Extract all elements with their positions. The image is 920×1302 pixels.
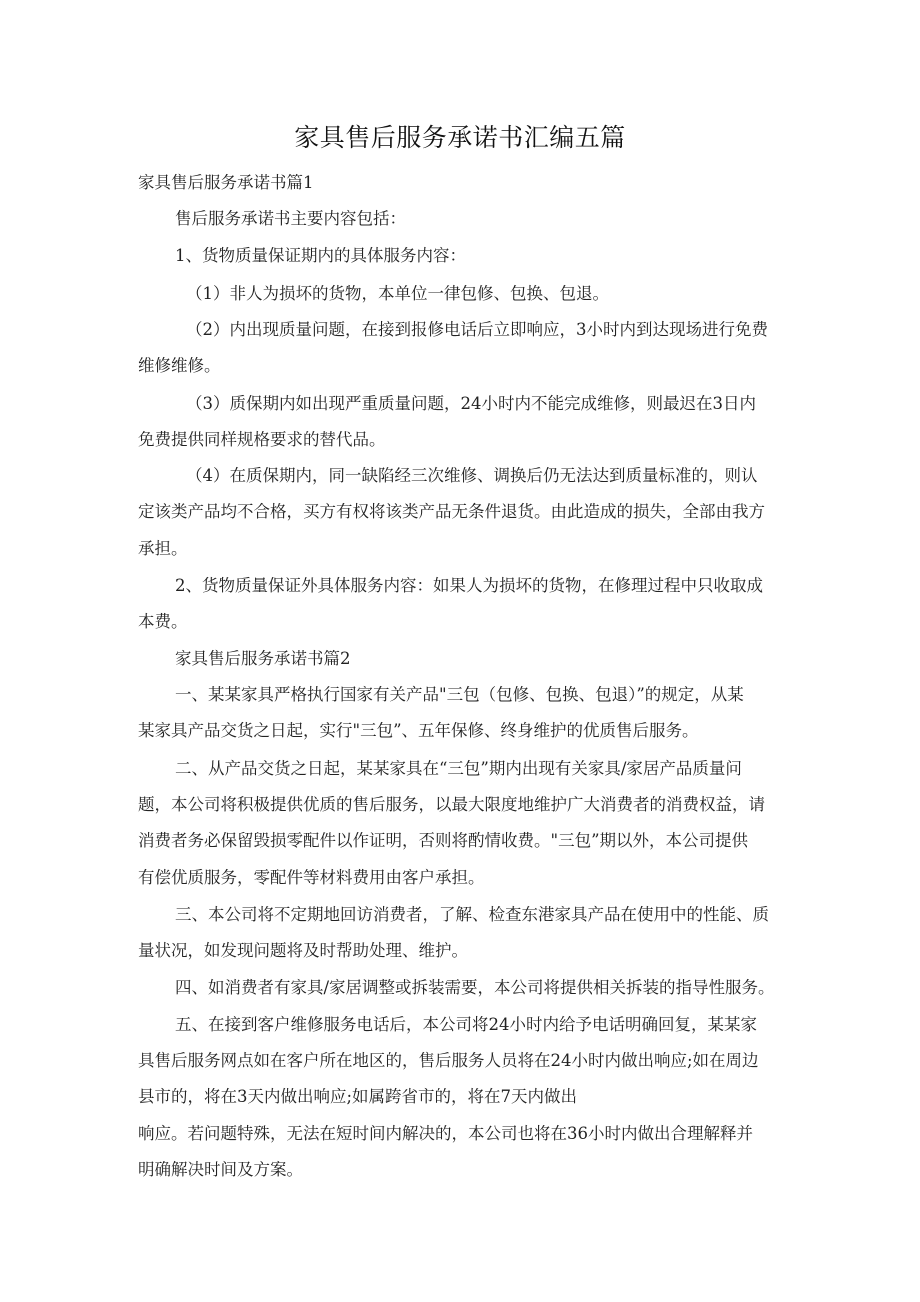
paragraph-line: 承担。: [138, 539, 188, 558]
paragraph-line: 1、货物质量保证期内的具体服务内容：: [175, 246, 466, 265]
paragraph-line: 五、在接到客户维修服务电话后，本公司将24小时内给予电话明确回复，某某家: [175, 1015, 757, 1034]
paragraph-line: 一、某某家具严格执行国家有关产品"三包（包修、包换、包退）”的规定，从某: [175, 685, 744, 704]
paragraph-line: 县市的，将在3天内做出响应;如属跨省市的，将在7天内做出: [138, 1087, 578, 1106]
paragraph-line: 二、从产品交货之日起，某某家具在“三包”期内出现有关家具/家居产品质量问: [175, 759, 742, 778]
document-title: 家具售后服务承诺书汇编五篇: [294, 123, 626, 152]
paragraph-line: 明确解决时间及方案。: [138, 1160, 303, 1179]
paragraph-line: （2）内出现质量问题，在接到报修电话后立即响应，3小时内到达现场进行免费: [186, 320, 768, 339]
paragraph-line: （3）质保期内如出现严重质量问题，24小时内不能完成维修，则最迟在3日内: [186, 394, 756, 413]
paragraph-line: 三、本公司将不定期地回访消费者，了解、检查东港家具产品在使用中的性能、质: [175, 905, 769, 924]
section-heading-1: 家具售后服务承诺书篇1: [138, 173, 314, 192]
paragraph-line: （1）非人为损坏的货物，本单位一律包修、包换、包退。: [186, 284, 609, 303]
paragraph-line: 免费提供同样规格要求的替代品。: [138, 430, 386, 449]
paragraph-line: 售后服务承诺书主要内容包括：: [175, 209, 406, 228]
paragraph-line: 消费者务必保留毁损零配件以作证明，否则将酌情收费。"三包”期以外，本公司提供: [138, 831, 749, 850]
paragraph-line: 维修维修。: [138, 356, 221, 375]
paragraph-line: 2、货物质量保证外具体服务内容：如果人为损坏的货物，在修理过程中只收取成: [175, 576, 763, 595]
paragraph-line: 四、如消费者有家具/家居调整或拆装需要，本公司将提供相关拆装的指导性服务。: [175, 978, 775, 997]
paragraph-line: 题，本公司将积极提供优质的售后服务，以最大限度地维护广大消费者的消费权益，请: [138, 795, 765, 814]
paragraph-line: 响应。若问题特殊，无法在短时间内解决的，本公司也将在36小时内做出合理解释并: [138, 1124, 753, 1143]
paragraph-line: 某家具产品交货之日起，实行"三包”、五年保修、终身维护的优质售后服务。: [138, 721, 699, 740]
section-heading-2: 家具售后服务承诺书篇2: [175, 649, 351, 668]
paragraph-line: 具售后服务网点如在客户所在地区的，售后服务人员将在24小时内做出响应;如在周边: [138, 1051, 759, 1070]
paragraph-line: （4）在质保期内，同一缺陷经三次维修、调换后仍无法达到质量标准的，则认: [186, 466, 758, 485]
paragraph-line: 量状况，如发现问题将及时帮助处理、维护。: [138, 941, 468, 960]
paragraph-line: 本费。: [138, 612, 188, 631]
paragraph-line: 有偿优质服务，零配件等材料费用由客户承担。: [138, 868, 485, 887]
paragraph-line: 定该类产品均不合格，买方有权将该类产品无条件退货。由此造成的损失，全部由我方: [138, 502, 765, 521]
